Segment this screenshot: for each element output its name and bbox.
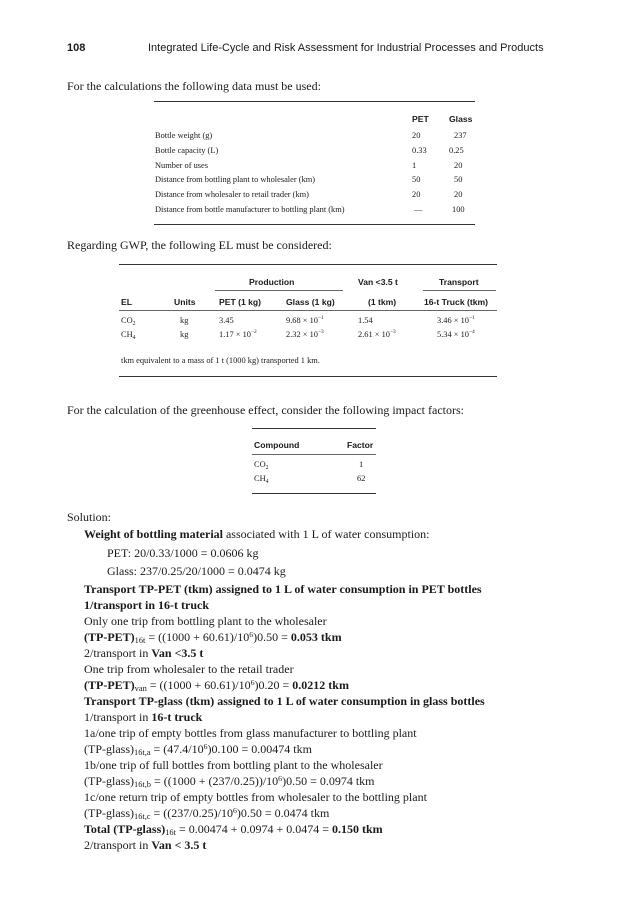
total-line: Total $(TP-glass)_{16t} = 0.00474 + 0.0974 + 0.0474 = 0.150$ tkm — [84, 822, 383, 837]
group-header-van: Van <3.5 t — [358, 277, 398, 287]
table-cell-pet: 20 — [412, 131, 421, 140]
table-cell-truck: $5.34 \times 10^{-4}$ — [437, 329, 475, 339]
table-cell-el: $CH_4$ — [121, 330, 136, 341]
intro-el-text: Regarding GWP, the following EL must be considered: — [67, 238, 332, 252]
table-cell-units: kg — [180, 330, 189, 339]
table-row-label: Bottle capacity (L) — [155, 146, 219, 155]
col-header-van: (1 tkm) — [368, 297, 397, 307]
table-cell-van: $2.61 \times 10^{-3}$ — [358, 329, 396, 339]
table-row-label: Number of uses — [155, 161, 209, 170]
pet-weight-line: PET: 20/0.33/1000 = 0.0606 kg — [107, 546, 259, 560]
table-cell-glass: 50 — [454, 175, 463, 184]
equation-line: $(TP-PET)_{16t} = ((1000 + 60.61)/10^6)0.50 = 0.053$ tkm — [84, 630, 342, 645]
table-row-label: Distance from bottling plant to wholesaler (km) — [155, 175, 316, 184]
trip-line: Only one trip from bottling plant to the wholesaler — [84, 614, 327, 628]
step-line: 1a/one trip of empty bottles from glass manufacturer to bottling plant — [84, 726, 417, 740]
solution-label: Solution: — [67, 510, 112, 524]
group-header-production: Production — [249, 277, 295, 287]
step-line: 1b/one trip of full bottles from bottling plant to the wholesaler — [84, 758, 383, 772]
table-cell-glass: 237 — [454, 131, 467, 140]
trip-line: One trip from wholesaler to the retail trader — [84, 662, 294, 676]
table-rule-bottom — [252, 493, 376, 494]
table-cell-pet: — — [414, 205, 423, 214]
table-cell-factor: 62 — [357, 474, 366, 483]
equation-line: $(TP-glass)_{16t,c} = ((237/0.25)/10^6)0.50 = 0.0474$ tkm — [84, 806, 330, 821]
table-cell-truck: $3.46 \times 10^{-1}$ — [437, 315, 475, 325]
page-number: 108 — [67, 42, 86, 54]
col-header-pet: PET — [412, 114, 429, 124]
table-rule-bottom — [154, 224, 475, 225]
table-cell-pet: 20 — [412, 190, 421, 199]
table-cell-compound: $CO_2$ — [254, 460, 269, 471]
table-cell-glass: 100 — [452, 205, 465, 214]
running-title: Integrated Life-Cycle and Risk Assessment for Industrial Processes and Products — [148, 42, 544, 54]
tp-glass-heading: Transport TP-glass (tkm) assigned to 1 L of water consumption in glass bottles — [84, 694, 485, 708]
table-note: tkm equivalent to a mass of 1 t (1000 kg) transported 1 km. — [121, 356, 320, 365]
intro-impact-text: For the calculation of the greenhouse effect, consider the following impact factors: — [67, 403, 464, 417]
col-header-truck: 16-t Truck (tkm) — [424, 297, 488, 307]
glass-weight-line: Glass: 237/0.25/20/1000 = 0.0474 kg — [107, 564, 286, 578]
col-header-units: Units — [174, 297, 196, 307]
glass-truck-line: 1/transport in 16-t truck — [84, 710, 203, 724]
table-cell-glass: 20 — [454, 190, 463, 199]
header-rule — [252, 454, 376, 455]
table-row-label: Distance from wholesaler to retail trader (km) — [155, 190, 309, 199]
equation-line: $(TP-PET)_{van} = ((1000 + 60.61)/10^6)0.20 = 0.0212$ tkm — [84, 678, 349, 693]
table-cell-glass: 20 — [454, 161, 463, 170]
table-cell-el: $CO_2$ — [121, 316, 136, 327]
table-row-label: Bottle weight (g) — [155, 131, 213, 140]
col-header-pet: PET (1 kg) — [219, 297, 262, 307]
table-row-label: Distance from bottle manufacturer to bottling plant (km) — [155, 205, 345, 214]
tp-pet-heading: Transport TP-PET (tkm) assigned to 1 L of water consumption in PET bottles — [84, 582, 482, 596]
col-header-el: EL — [121, 297, 132, 307]
table-rule-top — [154, 101, 475, 102]
table-cell-glass: $2.32 \times 10^{-3}$ — [286, 329, 324, 339]
table-cell-van: 1.54 — [358, 316, 373, 325]
van-transport-line: 2/transport in Van <3.5 t — [84, 646, 204, 660]
table-rule-top — [252, 428, 376, 429]
table-cell-units: kg — [180, 316, 189, 325]
table-rule-top — [119, 264, 497, 265]
table-cell-glass: $9.68 \times 10^{-1}$ — [286, 315, 324, 325]
step-line: 1c/one return trip of empty bottles from wholesaler to the bottling plant — [84, 790, 427, 804]
table-cell-pet: 0.33 — [412, 146, 427, 155]
group-rule — [215, 290, 343, 291]
col-header-glass: Glass (1 kg) — [286, 297, 335, 307]
table-rule-bottom — [119, 376, 497, 377]
tp-pet-sub1: 1/transport in 16-t truck — [84, 598, 209, 612]
van-transport-line: 2/transport in Van < 3.5 t — [84, 838, 207, 852]
col-header-factor: Factor — [347, 440, 374, 450]
group-rule — [423, 290, 496, 291]
equation-line: $(TP-glass)_{16t,a} = (47.4/10^6)0.100 = 0.00474$ tkm — [84, 742, 312, 757]
intro-data-text: For the calculations the following data must be used: — [67, 79, 321, 93]
group-header-transport: Transport — [439, 277, 479, 287]
table-cell-glass: 0.25 — [449, 146, 464, 155]
table-cell-pet: 1 — [412, 161, 417, 170]
table-cell-compound: $CH_4$ — [254, 474, 269, 485]
table-cell-pet: 50 — [412, 175, 421, 184]
equation-line: $(TP-glass)_{16t,b} = ((1000 + (237/0.25))/10^6)0.50 = 0.0974$ tkm — [84, 774, 375, 789]
table-cell-pet: $1.17 \times 10^{-2}$ — [219, 329, 257, 339]
table-cell-factor: 1 — [359, 460, 364, 469]
weight-heading: Weight of bottling material associated with 1 L of water consumption: — [84, 527, 430, 541]
col-header-glass: Glass — [449, 114, 473, 124]
table-cell-pet: 3.45 — [219, 316, 234, 325]
header-rule — [119, 310, 497, 311]
col-header-compound: Compound — [254, 440, 300, 450]
